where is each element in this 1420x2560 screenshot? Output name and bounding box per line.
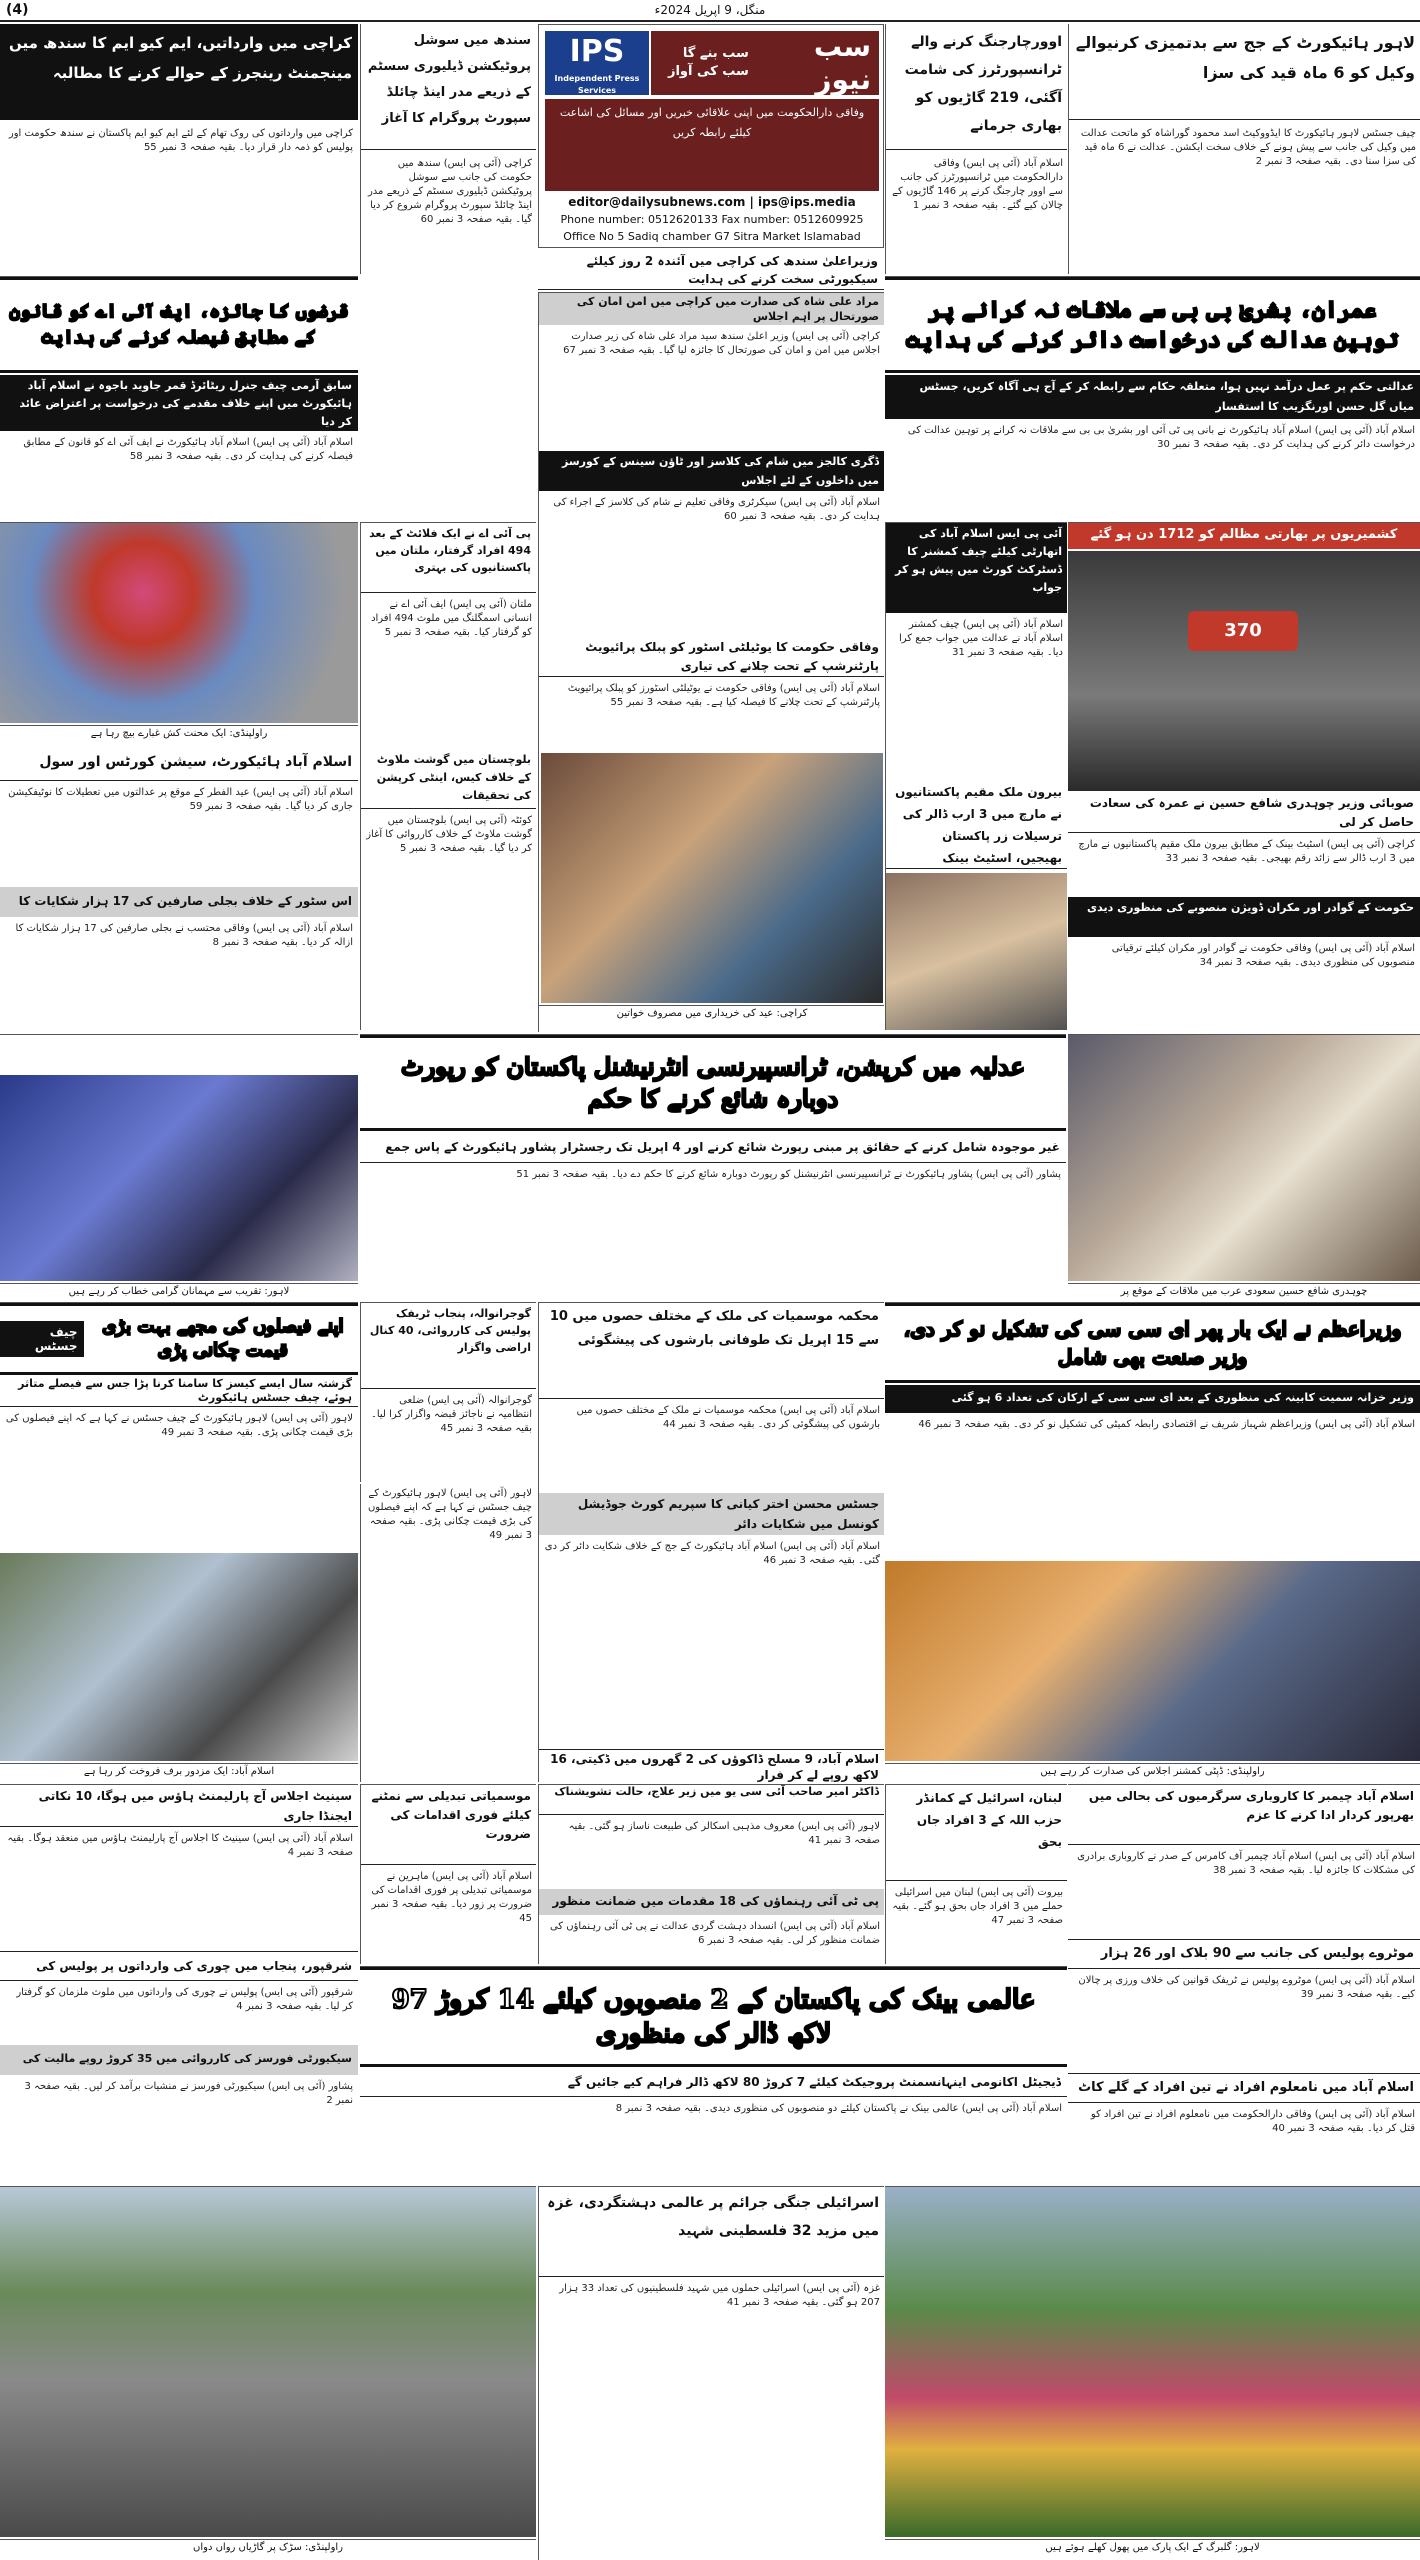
right-column xyxy=(1068,522,1420,1030)
story-text: اسلام آباد (آئی پی ایس) وفاقی دارالحکومت میں ٹرانسپورٹرز کی جانب سے اوور چارجنگ کرنے پر 146 گاڑیوں کے چالان کیے گئے۔ بقیہ صفحہ 3 نمبر 1 xyxy=(892,158,1063,211)
sharaqpur-headline: شرقپور، پنجاب میں چوری کی وارداتوں پر پولیس کی xyxy=(0,1951,358,1981)
climate-text: اسلام آباد (آئی پی ایس) ماہرین نے موسمیاتی تبدیلی پر فوری اقدامات کی ضرورت پر زور دیا۔ بقیہ صفحہ 3 نمبر 45 xyxy=(371,1871,532,1924)
banner-headline-box xyxy=(360,1035,1066,1131)
robbery-headline: اسلام آباد، 9 مسلح ڈاکوؤں کی 2 گھروں میں ڈکیتی، 16 لاکھ روپے لے کر فرار xyxy=(539,1749,884,1782)
ips-logo-sub: Independent Press Services xyxy=(554,74,640,95)
lebanon-text: بیروت (آئی پی ایس) لبنان میں اسرائیلی حملے میں 3 افراد جاں بحق ہو گئے۔ بقیہ صفحہ 3 نمبر 47 xyxy=(892,1887,1063,1926)
banner-headline: وزیراعظم نے ایک بار پھر ای سی سی کی تشکیل نو کر دی، وزیر صنعت بھی شامل xyxy=(903,1317,1402,1369)
meeting-photo xyxy=(886,873,1067,1030)
phone-line: Phone number: 0512620133 Fax number: 0512609925 xyxy=(560,213,864,226)
headline: سندھ میں سوشل پروٹیکشن ڈیلیوری سسٹم کے ذریعے مدر اینڈ چائلڈ سپورٹ پروگرام کا آغاز xyxy=(361,24,536,150)
text-2: اسلام آباد (آئی پی ایس) سیکرٹری وفاقی تعلیم نے شام کی کلاسز کے اجراء کی ہدایت کر دی۔ بقیہ صفحہ 3 نمبر 60 xyxy=(553,497,880,522)
headline-3: وفاقی حکومت کا یوٹیلٹی اسٹور کو پبلک پرائیویٹ پارٹنرشپ کے تحت چلانے کی تیاری xyxy=(539,637,884,677)
scholar-text: لاہور (آئی پی ایس) معروف مذہبی اسکالر کی طبیعت ناساز ہو گئی۔ بقیہ صفحہ 3 نمبر 41 xyxy=(568,1821,880,1846)
banner-headline: عمران، بشریٰ بی بی سے ملاقات نہ کرانے پر توہین عدالت کی درخواست دائر کرنے کی ہدایت xyxy=(906,297,1399,353)
fia-headline: پی آئی اے نے ایک فلائٹ کے بعد 494 افراد گرفتار، ملتان میں پاکستانیوں کی بہتری xyxy=(361,523,536,593)
saudi-photo-caption: چوہدری شافع حسین سعودی عرب میں ملاقات کے موقع پر xyxy=(1068,1283,1420,1300)
motorway-text: اسلام آباد (آئی پی ایس) موٹروے پولیس نے ٹریفک قوانین کی خلاف ورزی پر چالان کیے۔ بقیہ صفحہ 3 نمبر 39 xyxy=(1078,1975,1415,2000)
banner-right-story xyxy=(885,276,1420,521)
story-text: کراچی میں وارداتوں کی روک تھام کے لئے ایم کیو ایم پاکستان نے سندھ حکومت اور پولیس کو ذمہ دار قرار دیا۔ بقیہ صفحہ 3 نمبر 55 xyxy=(8,128,353,153)
shopping-photo xyxy=(541,753,883,1003)
left-column xyxy=(0,522,358,1030)
murder-headline: اسلام آباد میں نامعلوم افراد نے تین افراد کے گلے کاٹ xyxy=(1068,2073,1420,2103)
banner-left-story xyxy=(0,276,358,521)
left2-column xyxy=(360,522,536,1030)
page-number: (4) xyxy=(6,2,29,18)
judiciary-banner-story xyxy=(360,1034,1066,1244)
motorway-headline: موٹروے پولیس کی جانب سے 90 بلاک اور 26 ہزار xyxy=(1068,1939,1420,1969)
headline-2: ڈگری کالجز میں شام کی کلاسز اور ٹاؤن سینس کے کورسز میں داخلوں کے لئے اجلاس xyxy=(539,451,884,491)
bottom-left-stories xyxy=(0,1784,358,2184)
banner-headline-box xyxy=(885,277,1420,373)
pm-banner-story xyxy=(885,1302,1420,1782)
climate-headline: موسمیاتی تبدیلی سے نمٹنے کیلئے فوری اقدامات کی ضرورت xyxy=(361,1785,536,1865)
banner-headline: عالمی بینک کی پاکستان کے 2 منصوبوں کیلئے 14 کروڑ 97 لاکھ ڈالر کی منظوری xyxy=(391,1985,1036,2049)
ips-logo xyxy=(545,31,649,95)
judge-headline: جسٹس محسن اختر کیانی کا سپریم کورٹ جوڈیشل کونسل میں شکایات دائر xyxy=(539,1493,884,1535)
holiday-text: اسلام آباد (آئی پی ایس) عید الفطر کے موقع پر عدالتوں میں تعطیلات کا نوٹیفکیشن جاری کر دیا گیا۔ بقیہ صفحہ 3 نمبر 59 xyxy=(8,787,353,812)
holiday-headline: اسلام آباد ہائیکورٹ، سیشن کورٹس اور سول xyxy=(0,745,358,781)
banner-headline: قرضوں کا جائزہ، ایف آئی اے کو قانون کے مطابق فیصلہ کرنے کی ہدایت xyxy=(9,301,349,348)
banner-headline-box xyxy=(360,1967,1067,2067)
gaza-headline: اسرائیلی جنگی جرائم پر عالمی دہشتگردی، غزہ میں مزید 32 فلسطینی شہید xyxy=(539,2187,884,2277)
center-bottom-stories xyxy=(538,1784,884,1964)
chamber-text: اسلام آباد (آئی پی ایس) اسلام آباد چیمبر آف کامرس کے صدر نے کاروباری برادری کی مشکلات کا جائزہ لیا۔ بقیہ صفحہ 3 نمبر 38 xyxy=(1077,1851,1415,1876)
photo-caption: صوبائی وزیر چوہدری شافع حسین نے عمرہ کی سعادت حاصل کر لی xyxy=(1068,793,1420,833)
banner-text: اسلام آباد (آئی پی ایس) اسلام آباد ہائیکورٹ نے بانی پی ٹی آئی اور بشریٰ بی بی سے ملاقات نہ کرانے پر توہین عدالت کی درخواست دائر کرنے کی ہدایت کر دی۔ بقیہ صفحہ 3 نمبر 30 xyxy=(907,425,1415,450)
paper-logo xyxy=(651,31,879,95)
banner-subline: غیر موجودہ شامل کرنے کے حقائق پر مبنی رپورٹ شائع کرنے اور 4 اپریل تک رجسٹرار پشاور ہائیکورٹ کے پاس جمع xyxy=(360,1133,1066,1163)
senate-headline: سینیٹ اجلاس آج پارلیمنٹ ہاؤس میں ہوگا، 10 نکاتی ایجنڈا جاری xyxy=(0,1785,358,1827)
remittance-headline: بیرون ملک مقیم پاکستانیوں نے مارچ میں 3 ارب ڈالر کی ترسیلات زر پاکستان بھیجیں، اسٹیٹ بینک xyxy=(886,779,1067,869)
dc-photo-caption: راولپنڈی: ڈپٹی کمشنر اجلاس کی صدارت کر رہے ہیں xyxy=(885,1763,1420,1781)
balloon-caption: راولپنڈی: ایک محنت کش غبارے بیچ رہا ہے xyxy=(0,725,358,743)
top-left-story xyxy=(0,24,358,274)
address-line: Office No 5 Sadiq chamber G7 Sitra Market Islamabad xyxy=(563,230,861,243)
top-left2-story xyxy=(360,24,536,274)
saudi-meeting-photo xyxy=(1068,1035,1420,1281)
banner-headline-box xyxy=(0,1303,358,1375)
gujranwala-story xyxy=(360,1302,536,1482)
email-line[interactable]: editor@dailysubnews.com | ips@ips.media xyxy=(568,195,856,209)
banner-text: پشاور (آئی پی ایس) پشاور ہائیکورٹ نے ٹرانسپیرنسی انٹرنیشنل کو رپورٹ دوبارہ شائع کرنے کا حکم دے دیا۔ بقیہ صفحہ 3 نمبر 51 xyxy=(516,1169,1061,1180)
ice-photo-caption: اسلام آباد: ایک مزدور برف فروخت کر رہا ہے xyxy=(0,1763,358,1781)
photo-caption: کراچی: عید کی خریداری میں مصروف خواتین xyxy=(539,1005,884,1023)
right2-column xyxy=(885,522,1067,1030)
headline: وزیراعلیٰ سندھ کی کراچی میں آئندہ 2 روز کیلئے سیکیورٹی سخت کرنے کی ہدایت xyxy=(538,250,884,290)
complaints-headline: اس سٹور کے خلاف بجلی صارفین کی 17 ہزار شکایات کا xyxy=(0,887,358,917)
center-lower xyxy=(538,1302,884,1782)
event-photo-caption: لاہور: تقریب سے مہمانان گرامی خطاب کر رہے ہیں xyxy=(0,1283,358,1300)
banner-subline: ڈیجیٹل اکانومی اینہانسمنٹ پروجیکٹ کیلئے 7 کروڑ 80 لاکھ ڈالر فراہم کیے جائیں گے xyxy=(360,2069,1067,2097)
senate-text: اسلام آباد (آئی پی ایس) سینیٹ کا اجلاس آج پارلیمنٹ ہاؤس میں منعقد ہوگا۔ بقیہ صفحہ 3 نمبر 4 xyxy=(7,1833,353,1858)
center-column xyxy=(538,292,884,1032)
gujranwala-continued xyxy=(360,1484,536,1782)
contact-notice: وفاقی دارالحکومت میں اپنی علاقائی خبریں اور مسائل کی اشاعت کیلئے رابطہ کریں xyxy=(545,99,879,191)
masthead xyxy=(538,24,884,248)
ips-logo-text: IPS xyxy=(569,34,625,69)
event-photo xyxy=(0,1075,358,1281)
text-3: اسلام آباد (آئی پی ایس) وفاقی حکومت نے یوٹیلٹی اسٹورز کو پبلک پرائیویٹ پارٹنرشپ کے تحت چلانے کا فیصلہ کیا ہے۔ بقیہ صفحہ 3 نمبر 55 xyxy=(567,683,880,708)
banner-text: لاہور (آئی پی ایس) لاہور ہائیکورٹ کے چیف جسٹس نے کہا ہے کہ اپنے فیصلوں کی بڑی قیمت چکانی پڑی۔ بقیہ صفحہ 3 نمبر 49 xyxy=(5,1413,353,1438)
decision-continued-text: لاہور (آئی پی ایس) لاہور ہائیکورٹ کے چیف جسٹس نے کہا ہے کہ اپنے فیصلوں کی بڑی قیمت چکانی پڑی۔ بقیہ صفحہ 3 نمبر 49 xyxy=(367,1488,532,1541)
balloon-photo xyxy=(0,523,358,723)
bottom-right-stories xyxy=(1068,1784,1420,2184)
left-photo-block xyxy=(0,1034,358,1300)
banner-subline: وزیر خزانہ سمیت کابینہ کی منظوری کے بعد ای سی سی کے ارکان کی تعداد 6 ہو گئی xyxy=(885,1385,1420,1413)
lebanon-headline: لبنان، اسرائیل کے کمانڈر حزب اللہ کے 3 افراد جاں بحق xyxy=(886,1785,1067,1881)
narcotics-headline: سیکیورٹی فورسز کی کارروائی میں 35 کروڑ روپے مالیت کی xyxy=(0,2045,358,2075)
headline: اوورچارجنگ کرنے والے ٹرانسپورٹرز کی شامت آگئی، 219 گاڑیوں کو بھاری جرمانے xyxy=(886,24,1067,150)
slogan: سب بنے گا سب کی آواز xyxy=(667,46,749,79)
banner-headline: اپنے فیصلوں کی مجھے بہت بڑی قیمت چکانی پڑی xyxy=(102,1316,344,1361)
chamber-headline: اسلام آباد چیمبر کا کاروباری سرگرمیوں کی بحالی میں بھرپور کردار ادا کرنے کا عزم xyxy=(1068,1785,1420,1845)
scholar-headline: ڈاکٹر امیر صاحب آئی سی یو میں زیر علاج، حالت تشویشناک xyxy=(539,1785,884,1815)
weather-headline: محکمہ موسمیات کی ملک کے مختلف حصوں میں 10 سے 15 اپریل تک طوفانی بارشوں کی پیشگوئی xyxy=(539,1303,884,1399)
bottom-left-photo xyxy=(0,2186,536,2560)
gaza-text: غزہ (آئی پی ایس) اسرائیلی حملوں میں شہید فلسطینیوں کی تعداد 33 ہزار 207 ہو گئی۔ بقیہ صفحہ 3 نمبر 41 xyxy=(559,2283,880,2308)
banner-headline-box xyxy=(885,1303,1420,1383)
weather-text: اسلام آباد (آئی پی ایس) محکمہ موسمیات نے ملک کے مختلف حصوں میں بارشوں کی پیشگوئی کر دی۔ بقیہ صفحہ 3 نمبر 44 xyxy=(576,1405,880,1430)
climate-story xyxy=(360,1784,536,1964)
complaints-text: اسلام آباد (آئی پی ایس) وفاقی محتسب نے بجلی صارفین کی 17 ہزار شکایات کا ازالہ کر دیا۔ بقیہ صفحہ 3 نمبر 8 xyxy=(15,923,353,948)
banner-text: اسلام آباد (آئی پی ایس) عالمی بینک نے پاکستان کیلئے دو منصوبوں کی منظوری دیدی۔ بقیہ صفحہ 3 نمبر 8 xyxy=(615,2103,1062,2114)
murder-text: اسلام آباد (آئی پی ایس) وفاقی دارالحکومت میں نامعلوم افراد نے تین افراد کو قتل کر دیا۔ بقیہ صفحہ 3 نمبر 40 xyxy=(1090,2109,1415,2134)
ice-photo xyxy=(0,1553,358,1761)
bottom-right-photo xyxy=(885,2186,1420,2560)
banner-subline: گزشتہ سال ایسے کیسز کا سامنا کرنا پڑا جس سے فیصلے متاثر ہوئے، چیف جسٹس ہائیکورٹ xyxy=(0,1377,358,1407)
world-bank-banner xyxy=(360,1966,1067,2184)
top-right-story xyxy=(1068,24,1420,274)
bail-headline: پی ٹی آئی رہنماؤں کی 18 مقدمات میں ضمانت منظور xyxy=(539,1889,884,1915)
ips-headline: آئی پی ایس اسلام آباد کی اتھارٹی کیلئے چیف کمشنر کا ڈسٹرکٹ کورٹ میں پیش ہو کر جواب xyxy=(886,523,1067,613)
judge-text: اسلام آباد (آئی پی ایس) اسلام آباد ہائیکورٹ کے جج کے خلاف شکایت دائر کر دی گئی۔ بقیہ صفحہ 3 نمبر 46 xyxy=(544,1541,880,1566)
narcotics-text: پشاور (آئی پی ایس) سیکیورٹی فورسز نے منشیات برآمد کر لیں۔ بقیہ صفحہ 3 نمبر 2 xyxy=(24,2081,353,2106)
kashmir-headline: کشمیریوں پر بھارتی مظالم کو 1712 دن ہو گئے xyxy=(1068,523,1420,549)
banner-headline: عدلیہ میں کرپشن، ٹرانسپیرنسی انٹرنیشنل پاکستان کو رپورٹ دوبارہ شائع کرنے کا حکم xyxy=(401,1052,1025,1113)
headline: کراچی میں وارداتیں، ایم کیو ایم کا سندھ میں مینجمنٹ رینجرز کے حوالے کرنے کا مطالبہ xyxy=(0,24,358,120)
story-text: چیف جسٹس لاہور ہائیکورٹ کا ایڈووکیٹ اسد محمود گوراشاہ کو ماتحت عدالت میں وکیل کی جانب سے پیش ہونے کے خلاف سخت ایکشن۔ عدالت نے 6 ماہ قید کی سزا سنا دی۔ بقیہ صفحہ 3 نمبر 2 xyxy=(1080,128,1416,167)
banner-subline: عدالتی حکم پر عمل درآمد نہیں ہوا، متعلقہ حکام سے رابطہ کر کے آج ہی آگاہ کریں، جسٹس میاں گل حسن اورنگزیب کا استفسار xyxy=(885,375,1420,419)
meat-headline: بلوچستان میں گوشت ملاوٹ کے خلاف کیس، اینٹی کرپشن کی تحقیقات xyxy=(361,749,536,809)
issue-date: منگل، 9 اپریل 2024ء xyxy=(654,3,766,17)
story-text: کراچی (آئی پی ایس) سندھ میں حکومت کی جانب سے سوشل پروٹیکشن ڈیلیوری سسٹم کے ذریعے مدر اینڈ چائلڈ سپورٹ پروگرام شروع کر دیا گیا۔ بقیہ صفحہ 3 نمبر 60 xyxy=(367,158,532,225)
text-1: کراچی (آئی پی ایس) وزیر اعلیٰ سندھ سید مراد علی شاہ کی زیر صدارت اجلاس میں امن و امان کی صورتحال کا جائزہ لیا گیا۔ بقیہ صفحہ 3 نمبر 67 xyxy=(563,331,880,356)
lebanon-story xyxy=(885,1784,1067,1964)
road-photo xyxy=(0,2187,536,2537)
fia-text: ملتان (آئی پی ایس) ایف آئی اے نے انسانی اسمگلنگ میں ملوث 494 افراد کو گرفتار کیا۔ بقیہ صفحہ 3 نمبر 5 xyxy=(371,599,532,638)
gujranwala-text: گوجرانوالہ (آئی پی ایس) ضلعی انتظامیہ نے ناجائز قبضہ واگزار کرا لیا۔ بقیہ صفحہ 3 نمبر 45 xyxy=(371,1395,532,1434)
flower-photo-caption: لاہور: گلبرگ کے ایک پارک میں پھول کھلے ہوئے ہیں xyxy=(885,2539,1420,2559)
paper-name: سب نیوز xyxy=(813,31,871,95)
top-right2-story xyxy=(885,24,1067,274)
headline-1: مراد علی شاہ کی صدارت میں کراچی میں امن امان کی صورتحال پر اہم اجلاس xyxy=(539,293,884,325)
sharaqpur-text: شرقپور (آئی پی ایس) پولیس نے چوری کی وارداتوں میں ملوث ملزمان کو گرفتار کر لیا۔ بقیہ صفحہ 3 نمبر 4 xyxy=(16,1987,353,2012)
dc-meeting-photo xyxy=(885,1561,1420,1761)
banner-text: اسلام آباد (آئی پی ایس) اسلام آباد ہائیکورٹ نے ایف آئی اے کو قانون کے مطابق فیصلہ کرنے کی ہدایت کر دی۔ بقیہ صفحہ 3 نمبر 58 xyxy=(23,437,353,462)
banner-text: اسلام آباد (آئی پی ایس) وزیراعظم شہباز شریف نے اقتصادی رابطہ کمیٹی کی تشکیل نو کر دی۔ بقیہ صفحہ 3 نمبر 46 xyxy=(918,1419,1415,1430)
banner-subline: سابق آرمی چیف جنرل ریٹائرڈ قمر جاوید باجوہ نے اسلام آباد ہائیکورٹ میں اپنے خلاف مقدمے کی درخواست پر اعتراض عائد کر دیا xyxy=(0,375,358,431)
umrah-text: کراچی (آئی پی ایس) اسٹیٹ بینک کے مطابق بیرون ملک مقیم پاکستانیوں نے مارچ میں 3 ارب ڈالر سے زائد رقم بھیجی۔ بقیہ صفحہ 3 نمبر 33 xyxy=(1078,839,1415,864)
kashmir-photo xyxy=(1068,551,1420,791)
top-bar xyxy=(0,0,1420,22)
banner-tag: چیف جسٹس xyxy=(0,1321,84,1357)
gaza-story xyxy=(538,2186,884,2560)
gwadar-text: اسلام آباد (آئی پی ایس) وفاقی حکومت نے گوادر اور مکران کیلئے ترقیاتی منصوبوں کی منظوری دیدی۔ بقیہ صفحہ 3 نمبر 34 xyxy=(1111,943,1415,968)
gujranwala-headline: گوجرانوالہ، پنجاب ٹریفک پولیس کی کارروائی، 40 کنال اراضی واگزار xyxy=(361,1303,536,1389)
kashmir-photo-number: 370 xyxy=(1188,611,1298,651)
headline: لاہور ہائیکورٹ کے جج سے بدتمیزی کرنیوالے وکیل کو 6 ماہ قید کی سزا xyxy=(1069,24,1420,120)
gwadar-headline: حکومت کے گوادر اور مکران ڈویژن منصوبے کی منظوری دیدی xyxy=(1068,897,1420,937)
center-top-story xyxy=(538,250,884,290)
bail-text: اسلام آباد (آئی پی ایس) انسداد دہشت گردی عدالت نے پی ٹی آئی رہنماؤں کی ضمانت منظور کر لی۔ بقیہ صفحہ 3 نمبر 6 xyxy=(549,1921,880,1946)
decision-banner-story xyxy=(0,1302,358,1782)
meat-text: کوئٹہ (آئی پی ایس) بلوچستان میں گوشت ملاوٹ کے خلاف کارروائی کا آغاز کر دیا گیا۔ بقیہ صفحہ 3 نمبر 5 xyxy=(366,815,532,854)
ips-text: اسلام آباد (آئی پی ایس) چیف کمشنر اسلام آباد نے عدالت میں جواب جمع کرا دیا۔ بقیہ صفحہ 3 نمبر 31 xyxy=(899,619,1063,658)
flower-park-photo xyxy=(885,2187,1420,2537)
road-photo-caption: راولپنڈی: سڑک پر گاڑیاں رواں دواں xyxy=(0,2539,536,2559)
banner-headline-box xyxy=(0,277,358,373)
right-photo-block xyxy=(1068,1034,1420,1300)
